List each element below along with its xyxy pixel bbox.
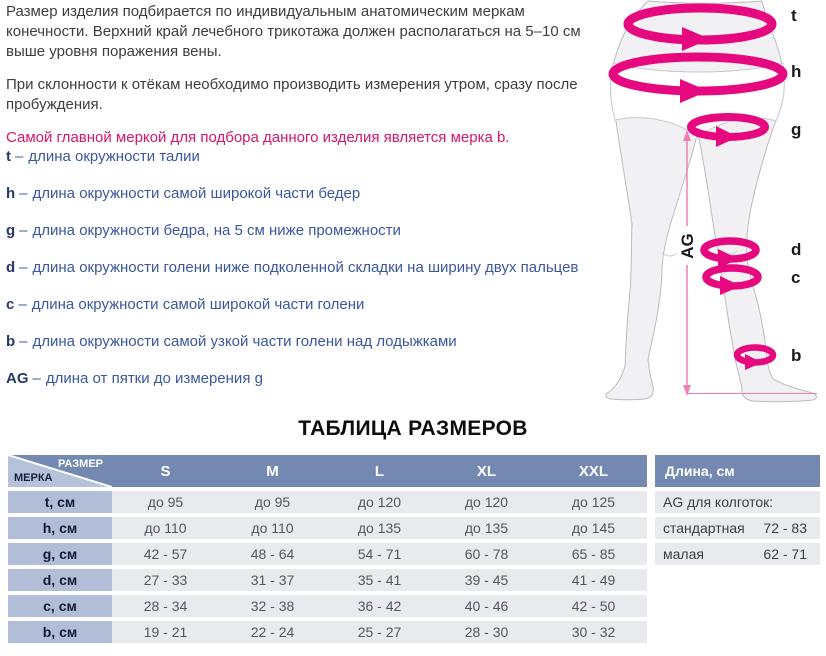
table-cell: 42 - 50 [540, 595, 647, 617]
table-cell: 48 - 64 [219, 543, 326, 565]
size-table-header [8, 455, 647, 487]
table-cell: до 135 [433, 517, 540, 539]
row-label: c, см [8, 595, 112, 617]
table-cell: 22 - 24 [219, 621, 326, 643]
measure-item-d: d – длина окружности голени ниже подколенной складки на ширину двух пальцев [6, 259, 579, 276]
figure-label-b: b [791, 346, 802, 365]
measure-desc: длина окружности самой широкой части голени [31, 296, 365, 313]
measure-item-g: g – длина окружности бедра, на 5 см ниже промежности [6, 222, 401, 239]
table-row-g [8, 543, 647, 565]
measure-item-c: c – длина окружности самой широкой части голени [6, 296, 365, 313]
table-cell: 42 - 57 [112, 543, 219, 565]
table-cell: до 110 [219, 517, 326, 539]
table-cell: до 120 [326, 491, 433, 513]
table-cell: 54 - 71 [326, 543, 433, 565]
length-row-value: 72 - 83 [763, 520, 807, 536]
size-table [8, 455, 647, 647]
table-row-t [8, 491, 647, 513]
table-cell: до 125 [540, 491, 647, 513]
measure-desc: длина окружности самой широкой части бедер [32, 185, 361, 202]
length-row-label: малая [663, 546, 704, 562]
length-row-value: 62 - 71 [763, 546, 807, 562]
table-cell: 25 - 27 [326, 621, 433, 643]
figure-label-h: h [791, 62, 802, 81]
table-row-d [8, 569, 647, 591]
corner-measure-label: МЕРКА [14, 472, 53, 484]
length-row-small [655, 543, 820, 565]
corner-size-label: РАЗМЕР [57, 458, 103, 470]
row-label: t, см [8, 491, 112, 513]
legs-diagram [596, 0, 826, 412]
length-row-label: стандартная [663, 520, 745, 536]
table-cell: 28 - 34 [112, 595, 219, 617]
table-row-h [8, 517, 647, 539]
measure-item-ag: AG – длина от пятки до измерения g [6, 370, 263, 387]
length-row-standard [655, 517, 820, 539]
table-corner-cell [8, 455, 112, 487]
measure-desc: длина окружности талии [28, 148, 200, 165]
col-header-xxl: XXL [540, 455, 647, 487]
col-header-xl: XL [433, 455, 540, 487]
figure-label-t: t [791, 6, 797, 25]
table-cell: до 95 [112, 491, 219, 513]
measurement-definitions [6, 147, 606, 406]
figure-label-c: c [791, 268, 801, 287]
table-cell: до 95 [219, 491, 326, 513]
col-header-l: L [326, 455, 433, 487]
table-cell: 40 - 46 [433, 595, 540, 617]
table-cell: 27 - 33 [112, 569, 219, 591]
row-label: h, см [8, 517, 112, 539]
table-row-b [8, 621, 647, 643]
measurement-figure [596, 0, 826, 412]
row-label: g, см [8, 543, 112, 565]
measure-item-h: h – длина окружности самой широкой части бедер [6, 185, 361, 202]
measure-desc: длина окружности голени ниже подколенной складки на ширину двух пальцев [32, 259, 579, 276]
table-cell: 19 - 21 [112, 621, 219, 643]
table-cell: до 135 [326, 517, 433, 539]
table-cell: 60 - 78 [433, 543, 540, 565]
table-cell: 41 - 49 [540, 569, 647, 591]
length-panel [655, 455, 820, 569]
table-cell: до 120 [433, 491, 540, 513]
row-label: b, см [8, 621, 112, 643]
table-cell: 36 - 42 [326, 595, 433, 617]
measure-item-b: b – длина окружности самой узкой части голени над лодыжками [6, 333, 457, 350]
ag-line-label: AG [678, 233, 697, 259]
key-measure-note: Самой главной меркой для подбора данного изделия является мерка b. [6, 129, 510, 146]
intro-paragraph-2: При склонности к отёкам необходимо производить измерения утром, сразу после пробуждения. [6, 76, 578, 113]
measure-desc: длина от пятки до измерения g [45, 370, 263, 387]
figure-label-g: g [791, 120, 802, 139]
intro-section [6, 2, 584, 148]
table-cell: 30 - 32 [540, 621, 647, 643]
measure-desc: длина окружности бедра, на 5 см ниже промежности [32, 222, 401, 239]
table-cell: 28 - 30 [433, 621, 540, 643]
measure-desc: длина окружности самой узкой части голени над лодыжками [32, 333, 457, 350]
table-cell: 32 - 38 [219, 595, 326, 617]
table-cell: 39 - 45 [433, 569, 540, 591]
length-panel-subheader: AG для колготок: [655, 491, 820, 513]
figure-label-d: d [791, 240, 802, 259]
table-cell: 65 - 85 [540, 543, 647, 565]
table-cell: до 145 [540, 517, 647, 539]
table-row-c [8, 595, 647, 617]
table-cell: до 110 [112, 517, 219, 539]
length-panel-header: Длина, см [655, 455, 820, 487]
table-cell: 31 - 37 [219, 569, 326, 591]
table-cell: 35 - 41 [326, 569, 433, 591]
measure-item-t: t – длина окружности талии [6, 148, 200, 165]
col-header-s: S [112, 455, 219, 487]
intro-paragraph-1: Размер изделия подбирается по индивидуальным анатомическим меркам конечности. Верхний край лечебного трикотажа должен располагаться на 5–10 см выше уровня поражения вены. [6, 3, 581, 60]
col-header-m: M [219, 455, 326, 487]
size-table-title: ТАБЛИЦА РАЗМЕРОВ [298, 417, 528, 440]
row-label: d, см [8, 569, 112, 591]
